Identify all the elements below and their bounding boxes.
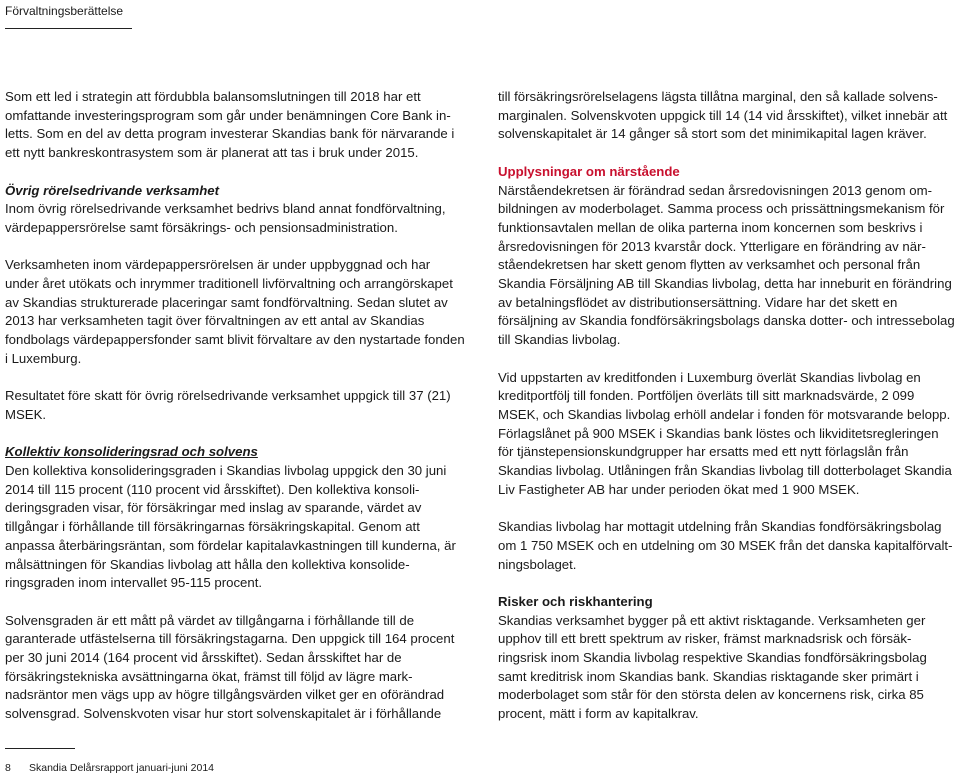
section-label: Förvaltningsberättelse (5, 4, 124, 18)
section-risker (498, 593, 956, 724)
report-title: Skandia Delårsrapport januari-juni 2014 (29, 762, 215, 774)
paragraph: Som ett led i strategin att fördubbla balansomslutningen till 2018 har ett omfattande investeringsprogram som går under benämningen Core Bank inletts. Som en del av detta program investerar Skandias bank för närvarande i ett nytt bankreskontrasystem som är planerat att tas i bruk under 2015. (5, 89, 455, 161)
left-column (5, 88, 465, 724)
section-kollektiv (5, 443, 465, 593)
paragraph: Skandias livbolag har mottagit utdelning från Skandias fondförsäkringsbolag om 1 750 MSEK och en utdelning om 30 MSEK från det danska kapitalförvaltningsbolaget. (498, 519, 953, 572)
header-rule (5, 28, 132, 29)
paragraph: Resultatet före skatt för övrig rörelsedrivande verksamhet uppgick till 37 (21) MSEK. (5, 388, 451, 422)
heading-kollektiv: Kollektiv konsolideringsrad och solvens (5, 444, 258, 460)
paragraph: Inom övrig rörelsedrivande verksamhet bedrivs bland annat fondförvaltning, värdepappersrörelse samt försäkrings- och pensionsadministration. (5, 201, 446, 235)
page-number: 8 (5, 762, 11, 774)
paragraph: Verksamheten inom värdepappersrörelsen är under uppbyggnad och har under året utökats och inrymmer traditionell livförvaltning och arrangörskapet av Skandias strukturerade placeringar samt fondförvaltning. Sedan slutet av 2013 har verksamheten tagit över förvaltningen av ett antal av Skandias fondbolags värdepappersfonder samt blivit förvaltare av den nystartade fonden i Luxemburg. (5, 257, 465, 366)
footer-rule (5, 748, 75, 749)
paragraph: Skandias verksamhet bygger på ett aktivt risktagande. Verksamheten ger upphov till ett brett spektrum av risker, främst marknadsrisk och försäkringsrisk inom Skandia livbolag respektive Skandias fondförsäkringsbolag samt kreditrisk inom Skandias bank. Skandias risktagande sker primärt i moderbolaget som står för den största delen av koncernens risk, cirka 85 procent, mätt i form av kapitalkrav. (498, 612, 927, 722)
paragraph: Vid uppstarten av kreditfonden i Luxemburg överlät Skandias livbolag en kreditportfölj till fonden. Portföljen överläts till sitt marknadsvärde, 2 099 MSEK, och Skandias livbolag erhöll andelar i fonden för motsvarande belopp. Förlagslånet på 900 MSEK i Skandias bank löstes och likviditetsregleringen för tjänstepensionskundgrupper har ersatts med ett nytt förlagslån från Skandias livbolag. Utlåningen från Skandias livbolag till dotterbolaget Skandia Liv Fastigheter AB har under perioden ökat med 1 900 MSEK. (498, 369, 952, 497)
paragraph: Närståendekretsen är förändrad sedan årsredovisningen 2013 genom ombildningen av moderbolaget. Samma process och prissättningsmekanism för funktionsavtalen mellan de olika parterna inom koncernen som beskrivs i årsredovisningen för 2013 kvarstår dock. Ytterligare en förändring av närståendekretsen har skett genom flytten av verksamhet och personal från Skandia Försäljning AB till Skandias livbolag, detta har inneburit en förändring av betalningsflödet av distributionsersättning. Vidare har det skett en försäljning av Skandia fondförsäkringsbolags danska dotter- och intressebolag till Skandias livbolag. (498, 182, 955, 348)
heading-risker: Risker och riskhantering (498, 593, 653, 609)
heading-ovrig: Övrig rörelsedrivande verksamhet (5, 182, 220, 198)
paragraph: Den kollektiva konsolideringsgraden i Skandias livbolag uppgick den 30 juni 2014 till 115 procent (110 procent vid årsskiftet). Den kollektiva konsolideringsgraden visar, för försäkringar med inslag av sparande, värdet av tillgångar i förhållande till försäkringarnas försäkringskapital. Genom att anpassa återbäringsräntan, som fördelar kapitalavkastningen till kunderna, är målsättningen för Skandias livbolag att hålla den kollektiva konsolideringsgraden inom intervallet 95-115 procent. (5, 463, 456, 591)
footer (5, 762, 214, 774)
section-ovrig (5, 182, 465, 238)
heading-narstaende: Upplysningar om närstående (498, 163, 680, 179)
paragraph: till försäkringsrörelselagens lägsta tillåtna marginal, den så kallade solvensmarginalen. Solvenskvoten uppgick till 14 (14 vid årsskiftet), vilket innebär att solvenskapitalet är 14 gånger så stort som det minimikapital lagen kräver. (498, 89, 948, 142)
section-narstaende (498, 163, 956, 350)
right-column (498, 88, 956, 724)
paragraph: Solvensgraden är ett mått på värdet av tillgångarna i förhållande till de garanterade utfästelserna till försäkringstagarna. Den uppgick till 164 procent per 30 juni 2014 (164 procent vid årsskiftet). Sedan årsskiftet har de försäkringstekniska avsättningarna ökat, främst till följd av lägre marknadsräntor men vägs upp av högre tillgångsvärden vilket ger en oförändrad solvensgrad. Solvenskvoten visar hur stort solvenskapitalet är i förhållande (5, 612, 455, 722)
